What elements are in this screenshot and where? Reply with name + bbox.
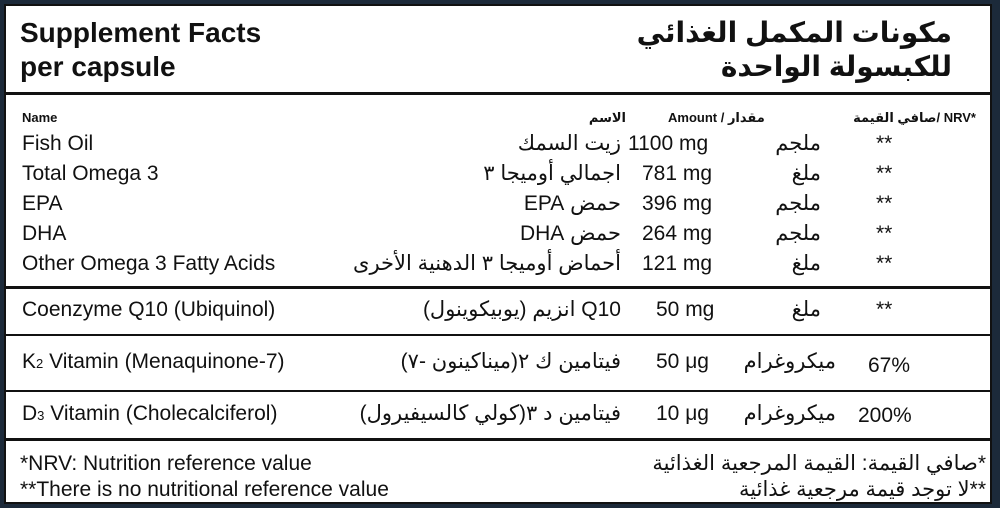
row-unit-ar: ملجم	[775, 132, 821, 155]
divider-footer	[6, 438, 990, 441]
title-ar-line1: مكونات المكمل الغذائي	[636, 17, 952, 48]
footnote-no-reference-ar: **لا توجد قيمة مرجعية غذائية	[739, 478, 986, 501]
row-unit-ar: ملغ	[791, 162, 821, 185]
row-amount: 396 mg	[642, 192, 713, 215]
vitamin-d3-unit-ar: ميكروغرام	[743, 402, 836, 425]
vitamin-k2-name: K2 Vitamin (Menaquinone-7)	[22, 350, 285, 373]
coenzyme-name: Coenzyme Q10 (Ubiquinol)	[22, 298, 276, 321]
row-nrv: **	[876, 192, 893, 215]
row-name-ar: أحماض أوميجا ٣ الدهنية الأخرى	[353, 252, 621, 275]
footnote-nrv-ar: *صافي القيمة: القيمة المرجعية الغذائية	[652, 452, 986, 475]
coenzyme-amount: 50 mg	[656, 298, 715, 321]
row-amount: 121 mg	[642, 252, 713, 275]
title-en-line2: per capsule	[20, 51, 176, 82]
row-unit-ar: ملغ	[791, 252, 821, 275]
row-name: Fish Oil	[22, 132, 94, 155]
row-name: EPA	[22, 192, 63, 215]
footnote-nrv: *NRV: Nutrition reference value	[20, 452, 312, 475]
row-nrv: **	[876, 222, 893, 245]
vitamin-k2-unit-ar: ميكروغرام	[743, 350, 836, 373]
divider-omega	[6, 286, 990, 289]
vitamin-k2-nrv: 67%	[868, 354, 911, 377]
header-name-ar: الاسم	[588, 110, 626, 125]
row-name-ar: زيت السمك	[517, 132, 621, 155]
vitamin-k2-name-ar: فيتامين ك ٢(ميناكينون -٧)	[400, 350, 621, 373]
row-amount: 1100 mg	[628, 132, 709, 155]
divider-k2	[6, 390, 990, 392]
divider-title	[6, 92, 990, 95]
row-nrv: **	[876, 162, 893, 185]
row-name: Total Omega 3	[22, 162, 159, 185]
row-unit-ar: ملجم	[775, 192, 821, 215]
coenzyme-nrv: **	[876, 298, 893, 321]
row-name-ar: حمض DHA	[519, 222, 621, 245]
title-en-line1: Supplement Facts	[20, 17, 262, 48]
vitamin-d3-amount: 10 μg	[656, 402, 709, 425]
coenzyme-name-ar: Q10 انزيم (يوبيكوينول)	[422, 298, 621, 321]
coenzyme-unit-ar: ملغ	[791, 298, 821, 321]
row-amount: 781 mg	[642, 162, 713, 185]
row-name-ar: اجمالي أوميجا ٣	[483, 162, 621, 185]
row-amount: 264 mg	[642, 222, 713, 245]
row-nrv: **	[876, 252, 893, 275]
vitamin-d3-nrv: 200%	[858, 404, 912, 427]
row-nrv: **	[876, 132, 893, 155]
header-nrv: صافي القيمة/ NRV*	[853, 110, 976, 125]
title-ar-line2: للكبسولة الواحدة	[720, 51, 952, 82]
vitamin-k2-amount: 50 μg	[656, 350, 709, 373]
header-name: Name	[22, 110, 58, 125]
row-name: Other Omega 3 Fatty Acids	[22, 252, 276, 275]
row-unit-ar: ملجم	[775, 222, 821, 245]
vitamin-d3-name: D3 Vitamin (Cholecalciferol)	[22, 402, 278, 425]
divider-coenzyme	[6, 334, 990, 336]
vitamin-d3-name-ar: فيتامين د ٣(كولي كالسيفيرول)	[359, 402, 621, 425]
footnote-no-reference: **There is no nutritional reference value	[20, 478, 389, 501]
supplement-facts-panel	[4, 4, 992, 504]
row-name: DHA	[22, 222, 67, 245]
row-name-ar: حمض EPA	[523, 192, 621, 215]
header-amount: Amount / مقدار	[668, 110, 765, 125]
